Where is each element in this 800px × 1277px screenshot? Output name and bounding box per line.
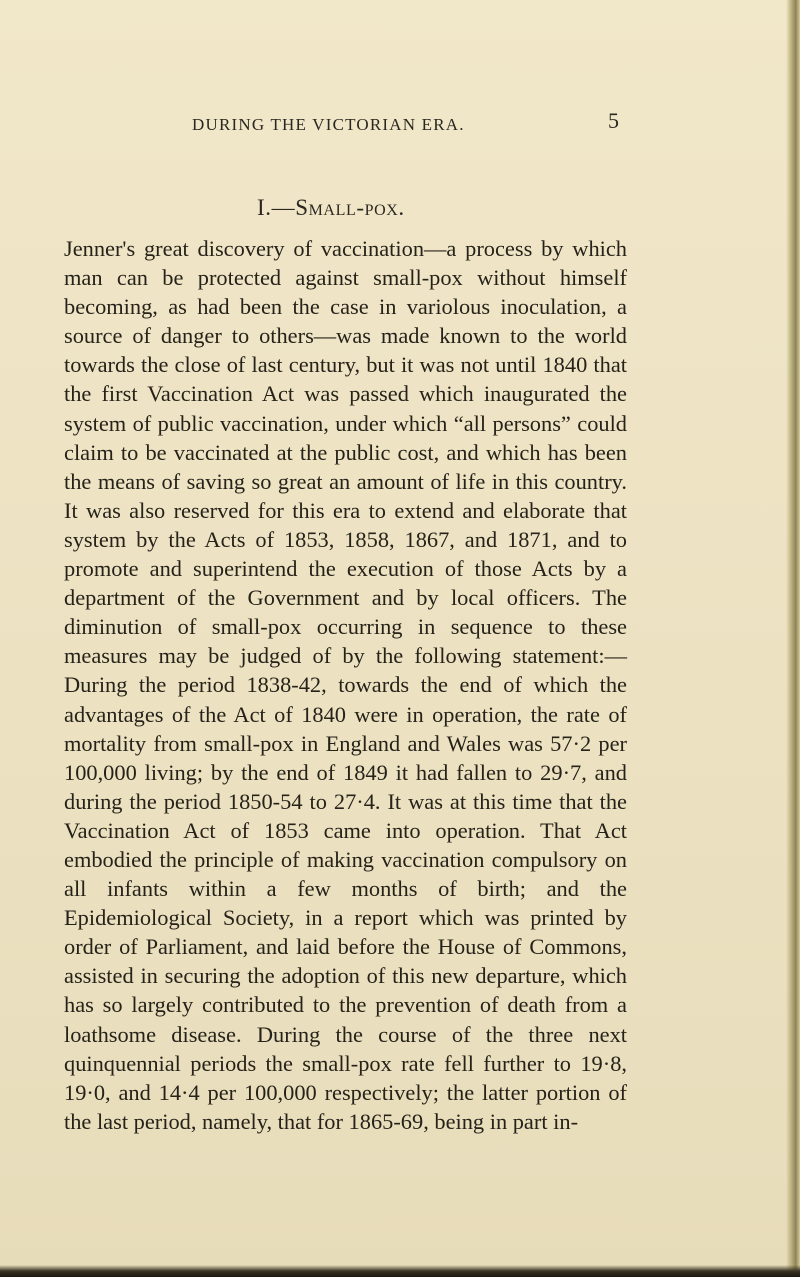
body-paragraph: Jenner's great discovery of vaccination—a process by which man can be protected against small-pox without himself becoming, as had been the case in variolous inoculation, a source of danger to others—was made known to the world towards the close of last century, but it was not until 1840 that the first Vaccination Act was passed which inaugurated the system of public vaccination, under which “all persons” could claim to be vaccinated at the public cost, and which has been the means of saving so great an amount of life in this country. It was also reserved for this era to extend and elaborate that system by the Acts of 1853, 1858, 1867, and 1871, and to promote and superintend the execution of those Acts by a department of the Government and by local officers. The diminution of small-pox occurring in sequence to these measures may be judged of by the following statement:—During the period 1838-42, towards the end of which the advantages of the Act of 1840 were in operation, the rate of mortality from small-pox in England and Wales was 57·2 per 100,000 living; by the end of 1849 it had fallen to 29·7, and during the period 1850-54 to 27·4. It was at this time that the Vaccination Act of 1853 came into operation. That Act embodied the principle of making vaccination compulsory on all infants within a few months of birth; and the Epidemiological Society, in a report which was printed by order of Parliament, and laid before the House of Commons, assisted in securing the adoption of this new departure, which has so largely contributed to the prevention of death from a loathsome disease. During the course of the three next quinquennial periods the small-pox rate fell further to 19·8, 19·0, and 14·4 per 100,000 respectively; the latter portion of the last period, namely, that for 1865-69, being in part in- (64, 236, 627, 1134)
running-title: DURING THE VICTORIAN ERA. (192, 115, 465, 134)
section-heading: I.—Small-pox. (257, 195, 405, 220)
page-bottom-shadow (0, 1265, 800, 1277)
page-edge-shadow (786, 0, 800, 1277)
page-number: 5 (608, 108, 619, 133)
running-head (0, 108, 800, 137)
